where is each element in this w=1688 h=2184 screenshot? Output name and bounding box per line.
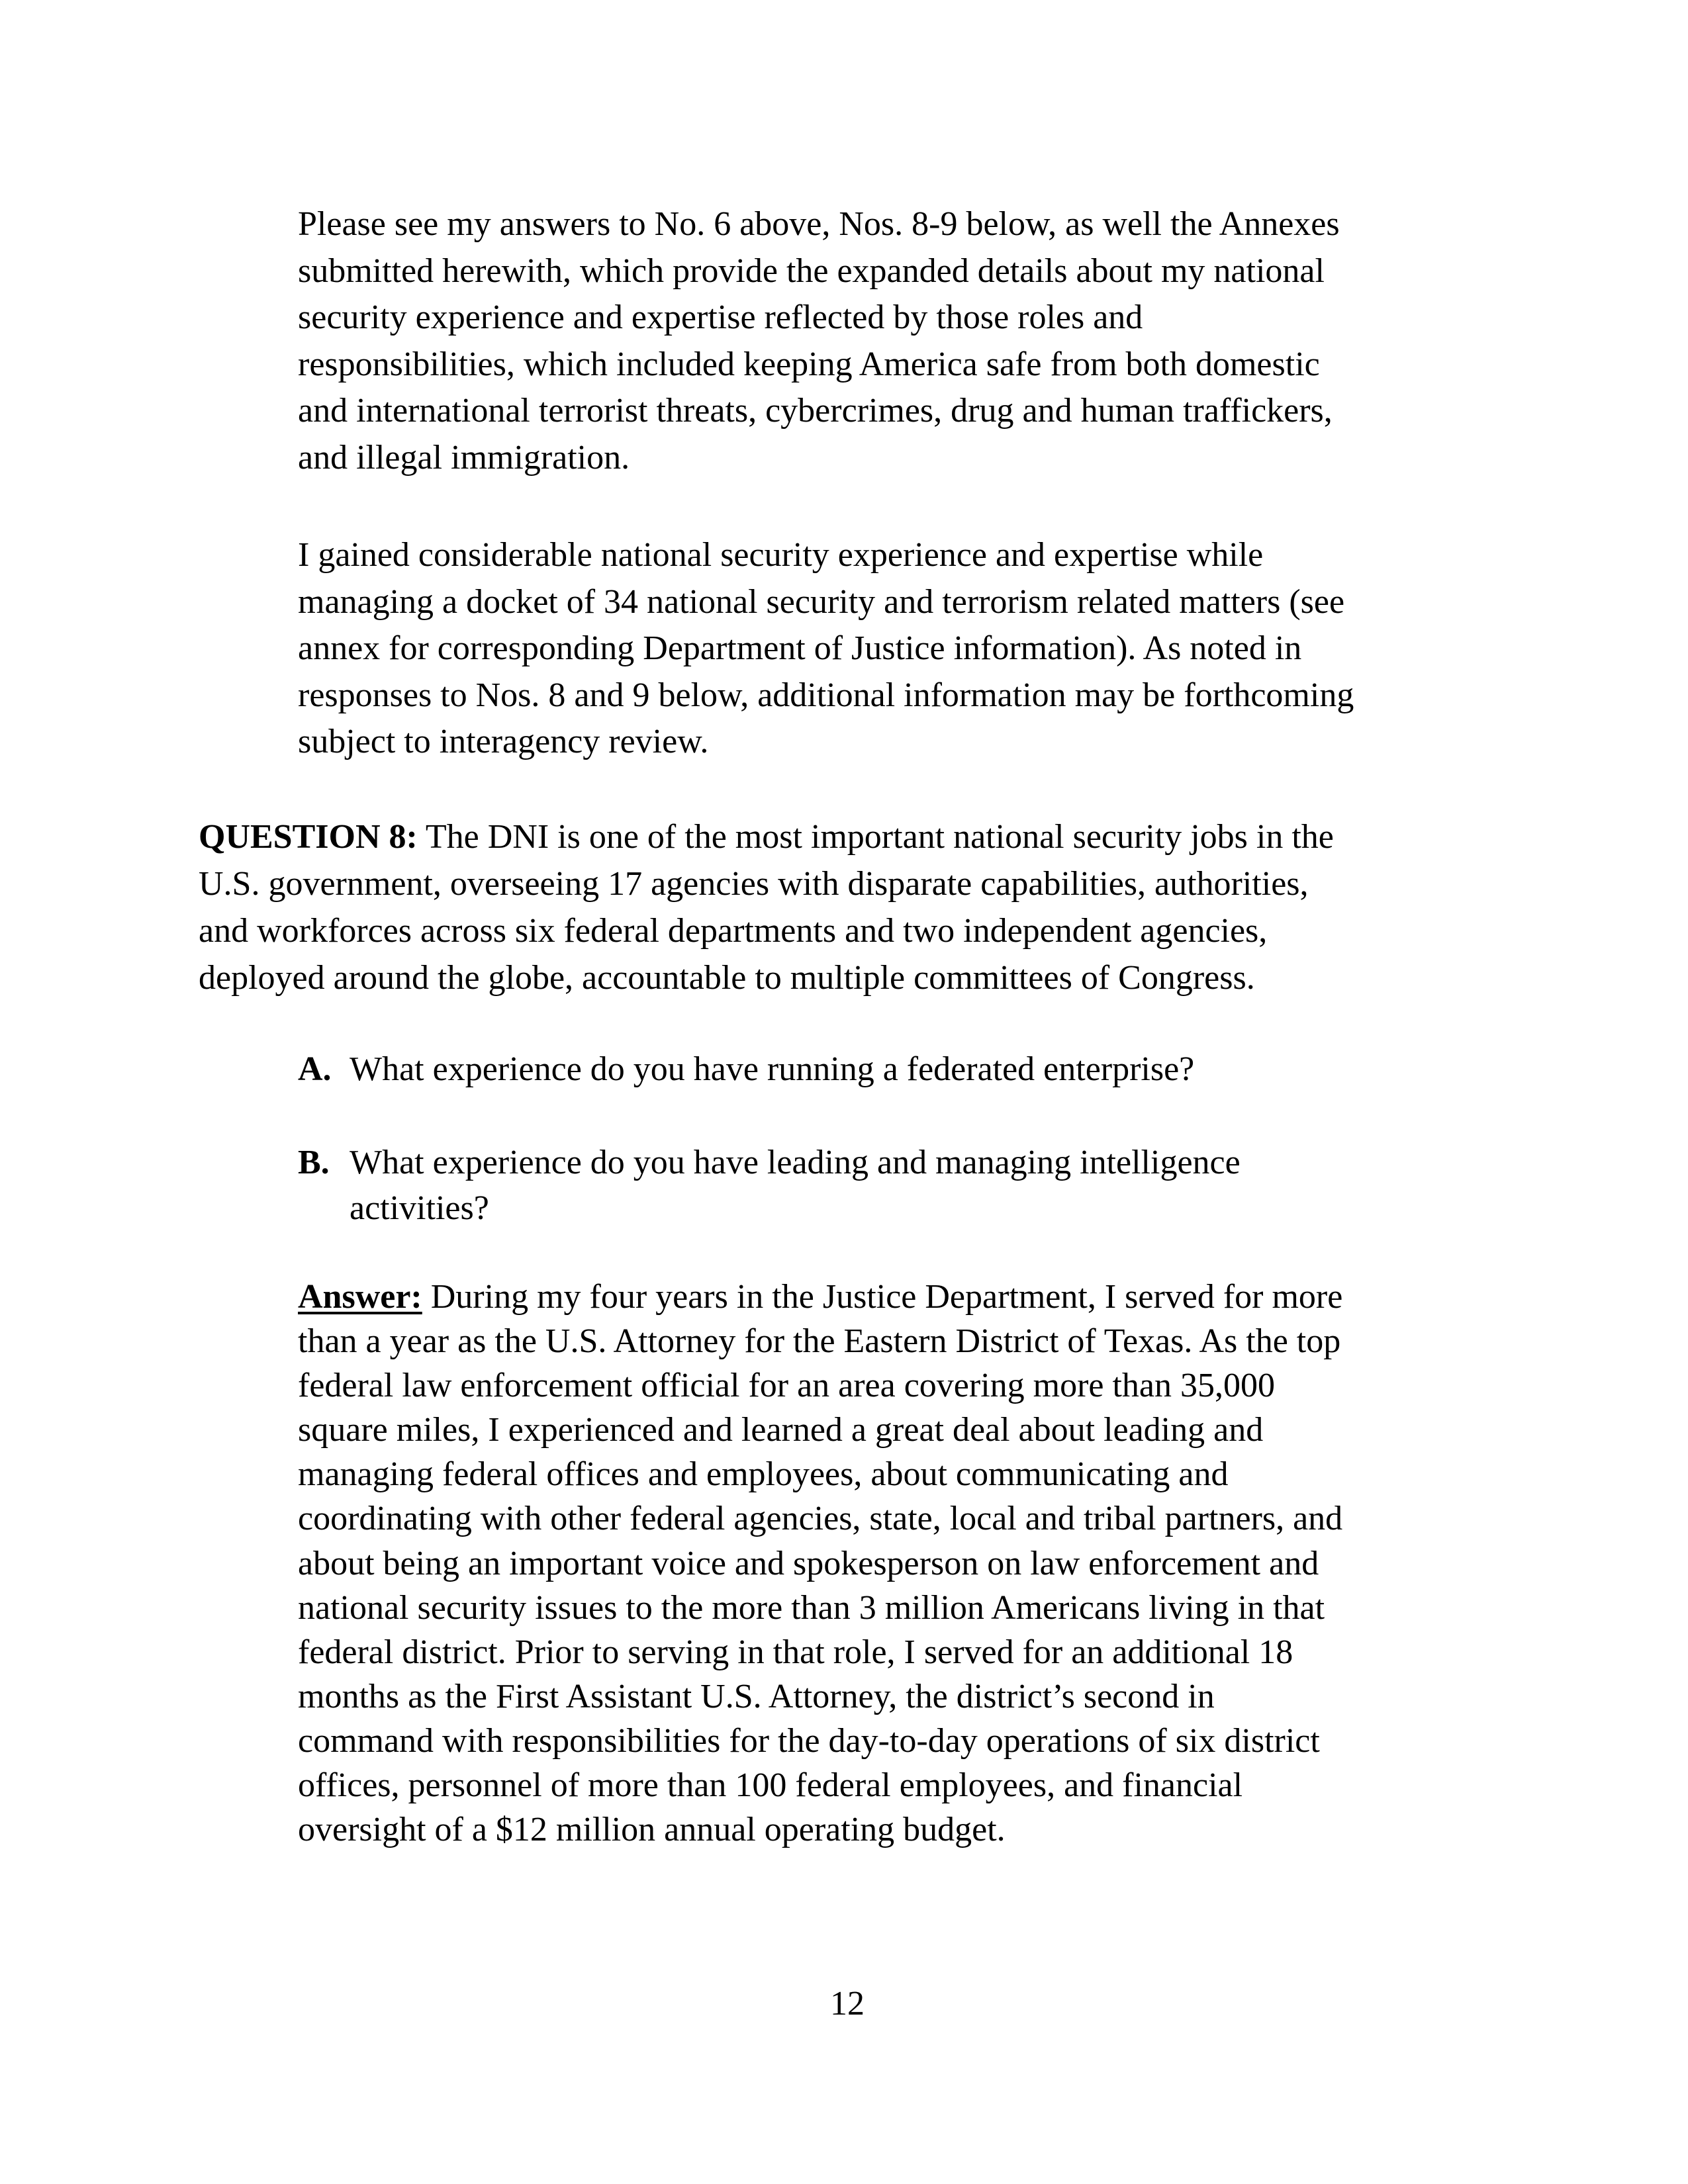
question-8-item-a (298, 1046, 1194, 1092)
text-line: and international terrorist threats, cybercrimes, drug and human traffickers, (298, 392, 1333, 430)
answer-paragraph (298, 1275, 1342, 1852)
item-text: What experience do you have running a federated enterprise? (350, 1050, 1195, 1088)
text-line: oversight of a $12 million annual operating budget. (298, 1811, 1006, 1849)
item-text-continued: activities? (350, 1189, 489, 1227)
item-label: B. (298, 1144, 330, 1181)
text-line: federal district. Prior to serving in that role, I served for an additional 18 (298, 1633, 1293, 1671)
text-line: and workforces across six federal departments and two independent agencies, (199, 912, 1268, 950)
item-line (298, 1046, 1194, 1092)
text-line: subject to interagency review. (298, 723, 709, 761)
text-line: U.S. government, overseeing 17 agencies with disparate capabilities, authorities, (199, 865, 1309, 903)
answer-label: Answer: (298, 1278, 422, 1316)
text-line: federal law enforcement official for an area covering more than 35,000 (298, 1367, 1276, 1405)
text-line: I gained considerable national security experience and expertise while (298, 536, 1264, 574)
text-line: about being an important voice and spokesperson on law enforcement and (298, 1544, 1319, 1582)
paragraph-national-security-docket (298, 532, 1354, 766)
question-8-item-b (298, 1140, 1241, 1231)
text-line: security experience and expertise reflected by those roles and (298, 298, 1143, 337)
text-line: square miles, I experienced and learned a great deal about leading and (298, 1411, 1264, 1449)
text-line: command with responsibilities for the day-to-day operations of six district (298, 1721, 1320, 1760)
text-line: coordinating with other federal agencies, state, local and tribal partners, and (298, 1500, 1343, 1538)
question-8 (199, 813, 1334, 1001)
question-label: QUESTION 8: (199, 818, 418, 856)
text-line: and illegal immigration. (298, 438, 630, 477)
text-line: Please see my answers to No. 6 above, Nos. 8-9 below, as well the Annexes (298, 205, 1340, 243)
text-line: than a year as the U.S. Attorney for the Eastern District of Texas. As the top (298, 1322, 1341, 1361)
text-line: submitted herewith, which provide the expanded details about my national (298, 251, 1325, 290)
text-line: annex for corresponding Department of Justice information). As noted in (298, 629, 1302, 668)
item-line (298, 1140, 1241, 1185)
text-line: managing a docket of 34 national security and terrorism related matters (see (298, 582, 1345, 621)
text-line: offices, personnel of more than 100 federal employees, and financial (298, 1766, 1243, 1805)
text-line: managing federal offices and employees, about communicating and (298, 1455, 1229, 1494)
text-line: national security issues to the more than 3 million Americans living in that (298, 1588, 1325, 1627)
question-text: The DNI is one of the most important national security jobs in the (417, 818, 1334, 856)
text-line: months as the First Assistant U.S. Attorney, the district’s second in (298, 1677, 1215, 1715)
answer-first-line (298, 1275, 1342, 1319)
question-first-line (199, 813, 1334, 860)
text-line: deployed around the globe, accountable to multiple committees of Congress. (199, 959, 1255, 997)
page-number: 12 (830, 1985, 865, 2023)
text-line: responses to Nos. 8 and 9 below, additional information may be forthcoming (298, 676, 1354, 714)
answer-text: During my four years in the Justice Department, I served for more (422, 1278, 1343, 1316)
text-line: responsibilities, which included keeping America safe from both domestic (298, 345, 1320, 383)
item-label: A. (298, 1050, 332, 1088)
item-text: What experience do you have leading and managing intelligence (350, 1144, 1241, 1181)
paragraph-annexes-reference (298, 201, 1340, 482)
